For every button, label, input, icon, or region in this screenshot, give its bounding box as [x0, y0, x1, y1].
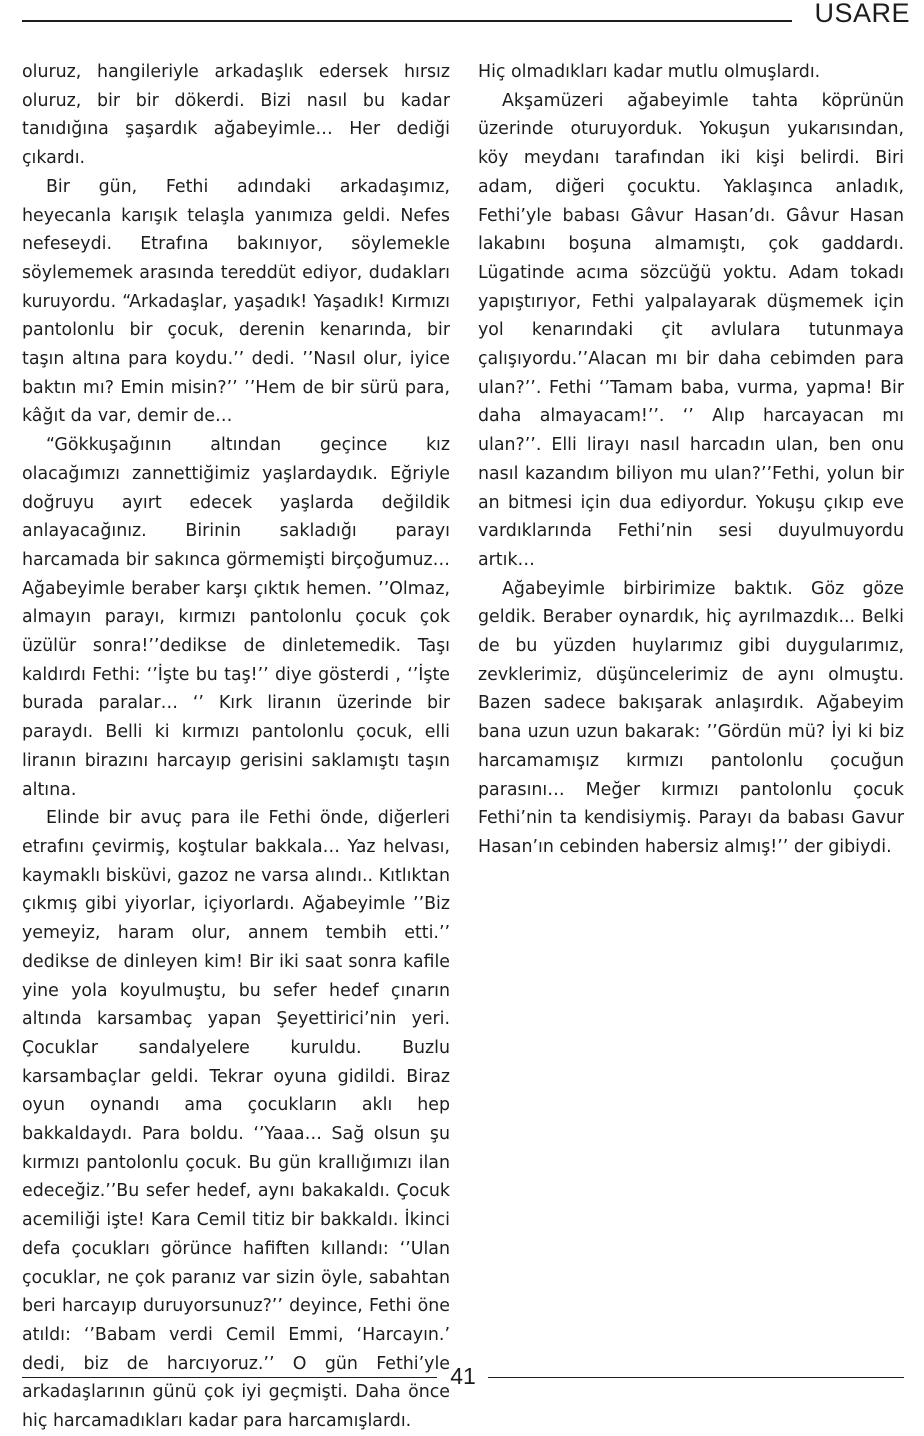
right-column	[478, 58, 904, 862]
magazine-title: USARE	[814, 0, 910, 28]
left-column	[22, 58, 450, 1436]
header-rule	[22, 20, 792, 22]
paragraph: “Gökkuşağının altından geçince kız olacağımızı zannettiğimiz yaşlardaydık. Eğriyle doğruyu ayırt edecek yaşlarda değildik anlayacağınız. Birinin sakladığı parayı harcamada bir sakınca görmemişti birçoğumuz… Ağabeyimle beraber karşı çıktık hemen. ’’Olmaz, almayın parayı, kırmızı pantolonlu çocuk çok üzülür sonra!’’dedikse de dinletemedik. Taşı kaldırdı Fethi: ‘’İşte bu taş!’’ diye gösterdi , ‘’İşte burada paralar… ‘’ Kırk liranın üzerinde bir paraydı. Belli ki kırmızı pantolonlu çocuk, elli liranın birazını harcayıp gerisini saklamıştı taşın altına.	[22, 435, 450, 800]
paragraph: oluruz, hangileriyle arkadaşlık edersek hırsız oluruz, bir bir dökerdi. Bizi nasıl bu kadar tanıdığına şaşardık ağabeyimle… Her dediği çıkardı.	[22, 62, 450, 169]
footer-rule-left	[22, 1377, 437, 1378]
paragraph: Hiç olmadıkları kadar mutlu olmuşlardı.	[478, 62, 821, 82]
page-number: 41	[450, 1363, 476, 1389]
paragraph: Akşamüzeri ağabeyimle tahta köprünün üzerinde oturuyorduk. Yokuşun yukarısından, köy meydanı tarafından iki kişi belirdi. Biri adam, diğeri çocuktu. Yaklaşınca anladık, Fethi’yle babası Gâvur Hasan’dı. Gâvur Hasan lakabını boşuna almamıştı, çok gaddardı. Lügatinde acıma sözcüğü yoktu. Adam tokadı yapıştırıyor, Fethi yalpalayarak düşmemek için yol kenarındaki çit avlulara tutunmaya çalışıyordu.’’Alacan mı bir daha cebimden para ulan?’’. Fethi ‘’Tamam baba, vurma, yapma! Bir daha almayacam!’’. ‘’ Alıp harcayacan mı ulan?’’. Elli lirayı nasıl harcadın ulan, ben onu nasıl kazandım biliyon mu ulan?’’Fethi, yolun bir an bitmesi için dua ediyordur. Yokuşu çıkıp eve vardıklarında Fethi’nin sesi duyulmuyordu artık…	[478, 90, 904, 570]
paragraph: Elinde bir avuç para ile Fethi önde, diğerleri etrafını çevirmiş, koştular bakkala… Yaz helvası, kaymaklı bisküvi, gazoz ne varsa alındı.. Kıtlıktan çıkmış gibi yiyorlar, içiyorlardı. Ağabeyimle ’’Biz yemeyiz, haram olur, annem tembih etti.’’ dedikse de dinleyen kim! Bir iki saat sonra kafile yine yola koyulmuştu, bu sefer hedef çınarın altında karsambaç yapan Şeyettirici’nin yeri. Çocuklar sandalyelere kuruldu. Buzlu karsambaçlar geldi. Tekrar oyuna gidildi. Biraz oyun oynandı ama çocukların aklı hep bakkaldaydı. Para boldu. ‘’Yaaa… Sağ olsun şu kırmızı pantolonlu çocuk. Bu gün krallığımızı ilan edeceğiz.’’Bu sefer hedef, aynı bakakaldı. Çocuk acemiliği işte! Kara Cemil titiz bir bakkaldı. İkinci defa çocukları görünce hafiften kıllandı: ‘’Ulan çocuklar, ne çok paranız var sizin öyle, sabahtan beri harcayıp duruyorsunuz?’’ deyince, Fethi öne atıldı: ‘’Babam verdi Cemil Emmi, ‘Harcayın.’ dedi, biz de harcıyoruz.’’ O gün Fethi’yle arkadaşlarının günü çok iyi geçmişti. Daha önce hiç harcamadıkları kadar para harcamışlardı.	[22, 808, 450, 1432]
footer-rule-right	[488, 1377, 904, 1378]
paragraph: Ağabeyimle birbirimize baktık. Göz göze geldik. Beraber oynardık, hiç ayrılmazdık... Belki de bu yüzden huylarımız gibi duygularımız, zevklerimiz, düşüncelerimiz de aynı olmuştu. Bazen sadece bakışarak anlaşırdık. Ağabeyim bana uzun uzun bakarak: ’’Gördün mü? İyi ki biz harcamamışız kırmızı pantolonlu çocuğun parasını… Meğer kırmızı pantolonlu çocuk Fethi’nin ta kendisiymiş. Parayı da babası Gavur Hasan’ın cebinden habersiz almış!’’ der gibiydi.	[478, 578, 904, 857]
paragraph: Bir gün, Fethi adındaki arkadaşımız, heyecanla karışık telaşla yanımıza geldi. Nefes nefeseydi. Etrafına bakınıyor, söylemekle söylememek arasında tereddüt ediyor, dudakları kuruyordu. “Arkadaşlar, yaşadık! Yaşadık! Kırmızı pantolonlu bir çocuk, derenin kenarında, bir taşın altına para koydu.’’ dedi. ’’Nasıl olur, iyice baktın mı? Emin misin?’’ ’’Hem de bir sürü para, kâğıt da var, demir de…	[22, 176, 450, 427]
